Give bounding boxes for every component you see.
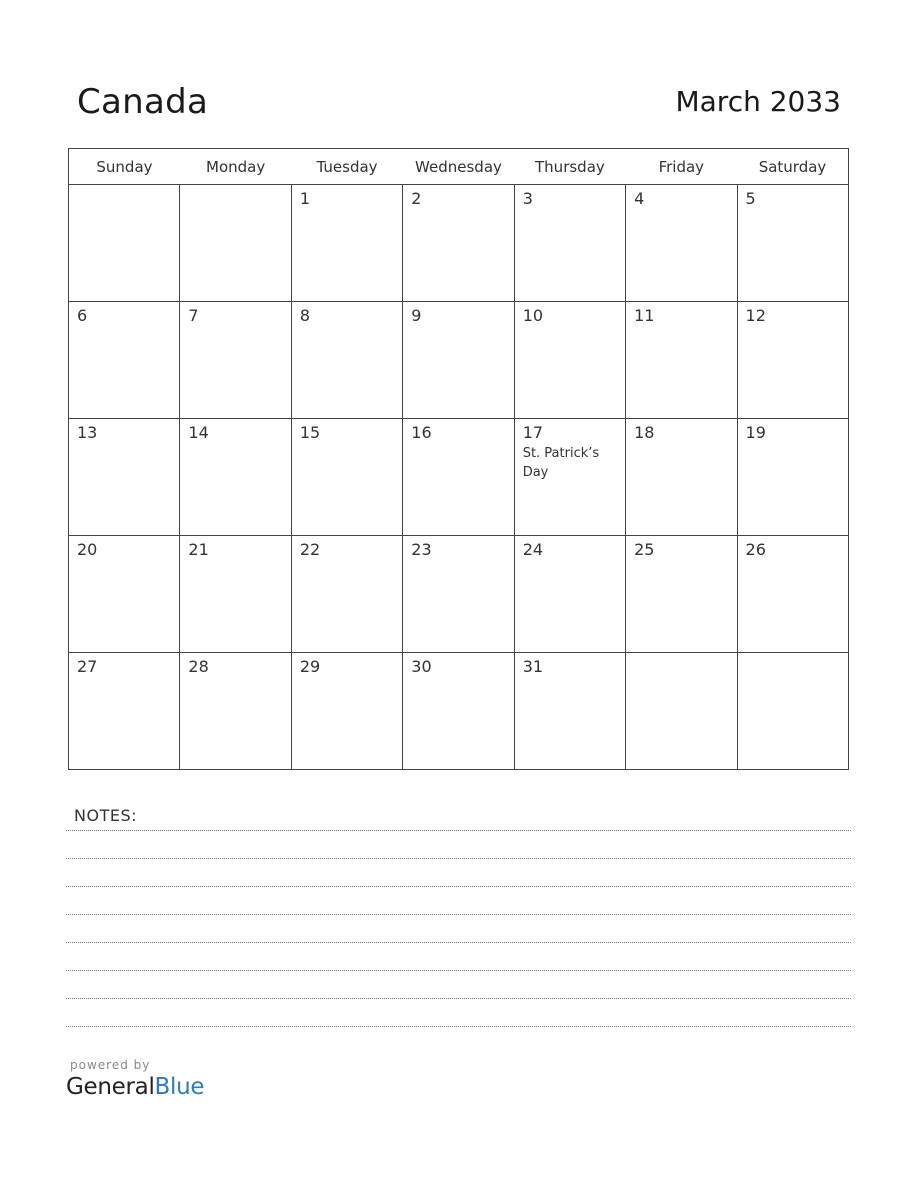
day-number: 13 (77, 423, 98, 442)
day-number: 11 (634, 306, 655, 325)
notes-label: NOTES: (74, 806, 137, 825)
day-number: 26 (745, 540, 766, 559)
day-cell (180, 419, 291, 536)
day-cell (180, 536, 291, 653)
note-line[interactable] (66, 970, 851, 971)
day-cell (403, 536, 514, 653)
day-cell (737, 536, 848, 653)
day-cell (180, 185, 291, 302)
day-number: 18 (634, 423, 655, 442)
day-cell (626, 536, 737, 653)
day-cell (180, 302, 291, 419)
note-line[interactable] (66, 1026, 851, 1027)
weekday-saturday: Saturday (737, 149, 848, 185)
note-line[interactable] (66, 830, 851, 831)
day-cell (737, 302, 848, 419)
day-number: 12 (745, 306, 766, 325)
weekday-monday: Monday (180, 149, 291, 185)
day-number: 14 (188, 423, 209, 442)
day-number (180, 185, 290, 189)
day-cell (403, 419, 514, 536)
day-number (69, 185, 179, 189)
holiday-label: St. Patrick’s Day (522, 446, 600, 480)
day-number: 8 (299, 306, 311, 325)
day-number: 30 (411, 657, 432, 676)
powered-by-text: powered by (70, 1058, 151, 1072)
note-line[interactable] (66, 858, 851, 859)
country-title: Canada (77, 82, 209, 122)
day-number: 21 (188, 540, 209, 559)
day-number: 22 (299, 540, 321, 559)
day-number (626, 653, 736, 657)
day-cell (291, 419, 402, 536)
generalblue-logo[interactable] (66, 1074, 204, 1100)
day-cell (69, 419, 180, 536)
day-cell (69, 536, 180, 653)
day-number: 3 (522, 189, 533, 208)
day-cell (69, 302, 180, 419)
day-cell (403, 653, 514, 770)
day-cell-holiday (514, 419, 625, 536)
day-cell (737, 653, 848, 770)
day-number: 9 (411, 306, 422, 325)
day-number (738, 653, 848, 657)
month-year-title: March 2033 (675, 85, 841, 118)
weekday-header-row (69, 149, 849, 185)
day-number: 16 (411, 423, 432, 442)
day-cell (514, 653, 625, 770)
day-number: 15 (299, 423, 321, 442)
day-cell (737, 419, 848, 536)
day-number: 27 (77, 657, 98, 676)
day-cell (626, 653, 737, 770)
day-number: 25 (634, 540, 655, 559)
day-number: 17 (522, 423, 544, 442)
day-number: 1 (299, 189, 311, 208)
weekday-thursday: Thursday (514, 149, 625, 185)
day-number: 10 (522, 306, 544, 325)
day-cell (514, 536, 625, 653)
day-number: 29 (299, 657, 321, 676)
weekday-wednesday: Wednesday (403, 149, 514, 185)
day-number: 31 (522, 657, 544, 676)
day-cell (403, 185, 514, 302)
day-cell (69, 653, 180, 770)
day-number: 4 (634, 189, 645, 208)
day-cell (291, 536, 402, 653)
weekday-friday: Friday (626, 149, 737, 185)
day-cell (291, 653, 402, 770)
note-line[interactable] (66, 942, 851, 943)
day-number: 5 (745, 189, 756, 208)
day-number: 24 (522, 540, 544, 559)
note-line[interactable] (66, 886, 851, 887)
logo-general-text: General (66, 1074, 155, 1100)
day-number: 19 (745, 423, 766, 442)
day-number: 7 (188, 306, 199, 325)
day-number: 28 (188, 657, 209, 676)
day-cell (291, 185, 402, 302)
day-cell (626, 185, 737, 302)
note-line[interactable] (66, 914, 851, 915)
day-number: 23 (411, 540, 432, 559)
logo-blue-text: Blue (154, 1074, 205, 1100)
day-cell (737, 185, 848, 302)
week-row-2 (69, 302, 849, 419)
day-number: 6 (77, 306, 88, 325)
week-row-5 (69, 653, 849, 770)
week-row-1 (69, 185, 849, 302)
day-cell (514, 302, 625, 419)
day-cell (403, 302, 514, 419)
calendar-grid (68, 148, 849, 770)
day-cell (626, 419, 737, 536)
week-row-3 (69, 419, 849, 536)
day-cell (180, 653, 291, 770)
day-cell (514, 185, 625, 302)
weekday-sunday: Sunday (69, 149, 180, 185)
day-number: 20 (77, 540, 98, 559)
day-cell (291, 302, 402, 419)
note-line[interactable] (66, 998, 851, 999)
day-number: 2 (411, 189, 422, 208)
day-cell (69, 185, 180, 302)
week-row-4 (69, 536, 849, 653)
day-cell (626, 302, 737, 419)
weekday-tuesday: Tuesday (291, 149, 402, 185)
